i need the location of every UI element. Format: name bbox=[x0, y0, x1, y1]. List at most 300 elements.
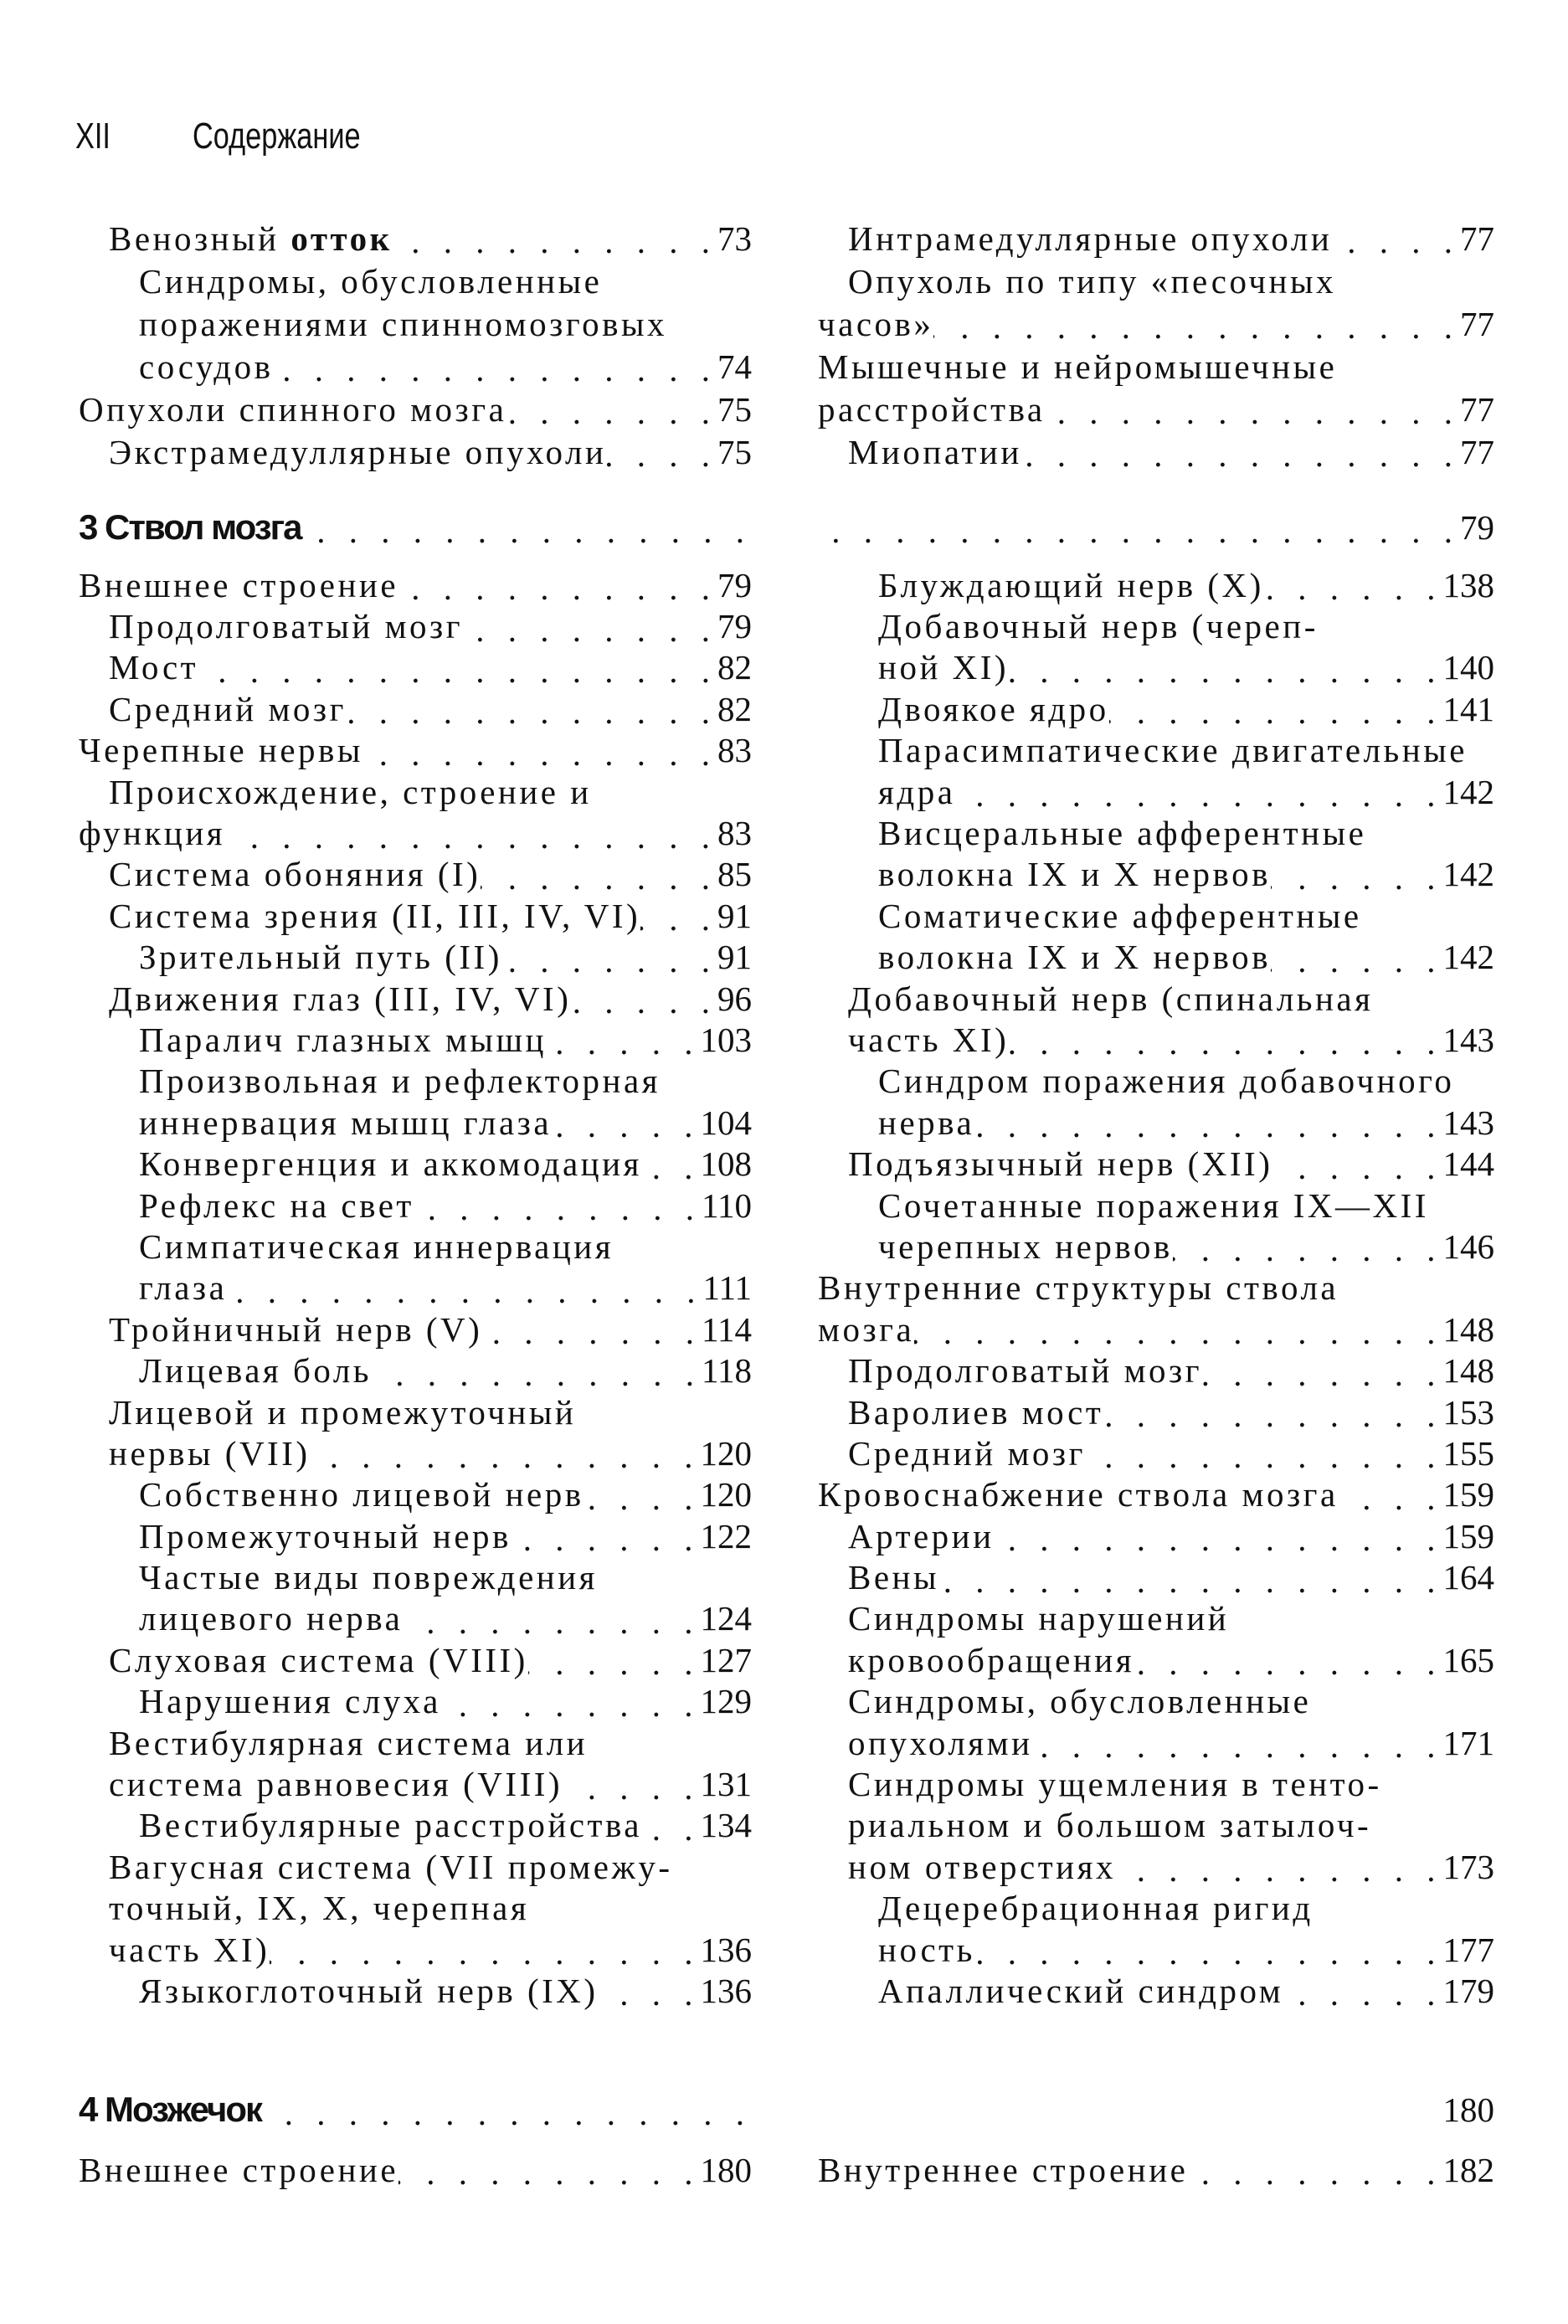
toc-entry-line[interactable] bbox=[79, 564, 752, 605]
chapter-title: 4 Мозжечок bbox=[79, 2090, 262, 2129]
toc-page-number: 134 bbox=[700, 1806, 752, 1845]
toc-page-number: 182 bbox=[1442, 2150, 1494, 2189]
toc-entry-line bbox=[818, 1061, 1494, 1102]
entry-text: Лицевой и промежуточный bbox=[109, 1392, 577, 1432]
toc-entry-text bbox=[878, 1971, 1283, 2011]
toc-entry-text bbox=[848, 1640, 1134, 1680]
toc-entry-line[interactable] bbox=[79, 1681, 752, 1722]
toc-entry-line[interactable] bbox=[79, 1970, 752, 2011]
toc-page-number: 177 bbox=[1442, 1930, 1494, 1969]
dot-leader bbox=[1009, 650, 1442, 685]
entry-text: Внешнее строение bbox=[79, 565, 399, 604]
dot-leader bbox=[482, 1312, 702, 1346]
toc-entry-text bbox=[139, 1061, 661, 1101]
toc-entry-line[interactable] bbox=[79, 1639, 752, 1680]
toc-entry-text bbox=[79, 389, 506, 429]
toc-entry-text bbox=[848, 1681, 1311, 1721]
dot-leader bbox=[818, 511, 1460, 545]
toc-entry-line bbox=[818, 730, 1494, 771]
toc-entry-line[interactable] bbox=[818, 1722, 1494, 1763]
entry-text: риальном и большом затылоч- bbox=[848, 1806, 1372, 1845]
dot-leader bbox=[914, 1312, 1442, 1346]
toc-page-number: 104 bbox=[700, 1103, 752, 1142]
entry-text: Лицевая боль bbox=[139, 1351, 372, 1391]
entry-text: Экстрамедуллярные опухоли bbox=[109, 432, 607, 471]
toc-entry-text bbox=[109, 1392, 576, 1432]
dot-leader bbox=[347, 692, 717, 726]
toc-entry-line[interactable] bbox=[79, 1432, 752, 1473]
entry-text: Добавочный нерв (череп- bbox=[878, 607, 1319, 646]
toc-entry-line[interactable] bbox=[79, 854, 752, 895]
toc-entry-text bbox=[878, 689, 1109, 729]
chapter-heading-continuation bbox=[818, 506, 1494, 548]
toc-page-number: 144 bbox=[1442, 1144, 1494, 1184]
entry-text: Синдромы, обусловленные bbox=[848, 1682, 1312, 1721]
dot-leader bbox=[640, 898, 717, 933]
toc-page-number: 91 bbox=[717, 938, 752, 977]
chapter-heading[interactable] bbox=[79, 2089, 752, 2131]
dot-leader bbox=[398, 568, 717, 602]
toc-page-number: 171 bbox=[1442, 1723, 1494, 1762]
dot-leader bbox=[975, 1932, 1443, 1967]
toc-entry-text bbox=[139, 1971, 599, 2011]
toc-entry-text bbox=[878, 1185, 1429, 1226]
toc-page-number: 82 bbox=[717, 648, 752, 687]
toc-entry-text bbox=[109, 1764, 563, 1804]
toc-page-number: 79 bbox=[717, 565, 752, 604]
toc-page-number: 103 bbox=[700, 1020, 752, 1059]
entry-text: Синдромы нарушений bbox=[848, 1599, 1230, 1638]
toc-page-number: 77 bbox=[1460, 304, 1494, 343]
toc-page-number: 164 bbox=[1442, 1558, 1494, 1597]
toc-entry-line bbox=[818, 260, 1494, 302]
toc-page-number: 77 bbox=[1460, 389, 1494, 429]
entry-text: Нарушения слуха bbox=[139, 1682, 441, 1721]
entry-text: Висцеральные афферентные bbox=[878, 814, 1367, 853]
toc-entry-line bbox=[818, 345, 1494, 388]
toc-page-number: 153 bbox=[1442, 1392, 1494, 1432]
toc-entry-text bbox=[878, 1226, 1173, 1267]
toc-entry-text bbox=[878, 937, 1271, 977]
toc-entry-text bbox=[109, 1847, 672, 1887]
toc-entry-text bbox=[878, 1103, 974, 1143]
dot-leader bbox=[270, 1932, 700, 1967]
dot-leader bbox=[1173, 1229, 1443, 1263]
toc-entry-line bbox=[818, 1681, 1494, 1722]
toc-entry-text bbox=[139, 1598, 403, 1638]
toc-entry-line[interactable] bbox=[818, 1019, 1494, 1060]
entry-text: Парасимпатические двигательные bbox=[878, 731, 1468, 770]
toc-entry-line[interactable] bbox=[79, 430, 752, 473]
toc-entry-line[interactable] bbox=[79, 1805, 752, 1846]
toc-page-number: 83 bbox=[717, 731, 752, 770]
toc-entry-text bbox=[109, 1640, 528, 1680]
dot-leader bbox=[1086, 1436, 1443, 1470]
dot-leader bbox=[552, 1105, 700, 1139]
toc-entry-line[interactable] bbox=[818, 1309, 1494, 1350]
entry-text: Кровоснабжение ствола мозга bbox=[818, 1475, 1339, 1514]
toc-entry-line[interactable] bbox=[818, 1515, 1494, 1556]
toc-entry-line[interactable] bbox=[79, 895, 752, 936]
toc-entry-text bbox=[878, 854, 1271, 894]
toc-page-number: 131 bbox=[700, 1765, 752, 1804]
toc-entry-line[interactable] bbox=[818, 854, 1494, 895]
entry-text: Варолиев мост bbox=[848, 1392, 1104, 1432]
toc-entry-line[interactable] bbox=[818, 1556, 1494, 1597]
dot-leader bbox=[1283, 1973, 1442, 2008]
toc-entry-line[interactable] bbox=[818, 647, 1494, 688]
entry-text: глаза bbox=[139, 1268, 228, 1308]
toc-entry-line[interactable] bbox=[79, 1763, 752, 1804]
toc-entry-line[interactable] bbox=[79, 217, 752, 260]
toc-entry-line bbox=[79, 771, 752, 812]
entry-text: часть XI) bbox=[848, 1020, 1010, 1059]
entry-text: иннервация мышц глаза bbox=[139, 1103, 553, 1142]
entry-text: Паралич глазных мышц bbox=[139, 1020, 547, 1059]
toc-entry-line[interactable] bbox=[79, 1515, 752, 1556]
toc-entry-text bbox=[79, 2150, 398, 2190]
entry-text: ность bbox=[878, 1930, 975, 1969]
toc-entry-text bbox=[109, 979, 571, 1019]
chapter-title: 3 Ствол мозга bbox=[79, 507, 301, 547]
toc-entry-text bbox=[878, 1888, 1314, 1928]
toc-entry-line[interactable] bbox=[79, 345, 752, 388]
toc-page-number: 110 bbox=[702, 1185, 752, 1225]
entry-text: мозга bbox=[818, 1309, 915, 1349]
entry-text: Внешнее строение bbox=[79, 2150, 399, 2189]
entry-text: Продолговатый мозг bbox=[848, 1351, 1203, 1391]
entry-text: Миопатии bbox=[848, 432, 1022, 471]
entry-text: Добавочный нерв (спинальная bbox=[848, 979, 1374, 1018]
toc-column-left bbox=[79, 564, 752, 2012]
entry-text: Вестибулярная система или bbox=[109, 1723, 589, 1762]
entry-text: опухолями bbox=[848, 1723, 1033, 1762]
toc-entry-line[interactable] bbox=[79, 1598, 752, 1639]
chapter-heading[interactable] bbox=[79, 506, 752, 548]
toc-entry-text bbox=[848, 1144, 1272, 1184]
toc-entry-line[interactable] bbox=[818, 217, 1494, 260]
toc-entry-line bbox=[79, 260, 752, 302]
toc-entry-line[interactable] bbox=[79, 730, 752, 771]
toc-entry-line bbox=[818, 1805, 1494, 1846]
toc-entry-line[interactable] bbox=[818, 937, 1494, 978]
toc-entry-line[interactable] bbox=[79, 1474, 752, 1515]
entry-text: нерва bbox=[878, 1103, 975, 1142]
toc-entry-line[interactable] bbox=[79, 1267, 752, 1309]
entry-text: ядра bbox=[878, 772, 956, 811]
dot-leader bbox=[528, 1643, 701, 1677]
toc-entry-line[interactable] bbox=[79, 647, 752, 688]
toc-entry-line bbox=[818, 1888, 1494, 1929]
toc-entry-text bbox=[139, 1516, 512, 1556]
dot-leader bbox=[274, 349, 717, 383]
entry-text: Опухоль по типу «песочных bbox=[848, 261, 1337, 301]
entry-text: Вены bbox=[848, 1558, 940, 1597]
toc-entry-line[interactable] bbox=[79, 605, 752, 646]
toc-entry-text bbox=[109, 896, 640, 936]
toc-entry-line[interactable] bbox=[79, 1309, 752, 1350]
toc-entry-text bbox=[109, 1930, 270, 1970]
toc-entry-line[interactable] bbox=[818, 1391, 1494, 1432]
toc-entry-text bbox=[848, 1598, 1229, 1638]
toc-entry-line[interactable] bbox=[79, 978, 752, 1019]
toc-page-number: 142 bbox=[1442, 938, 1494, 977]
entry-text: система равновесия (VIII) bbox=[109, 1765, 563, 1804]
toc-entry-text bbox=[139, 1144, 642, 1184]
toc-page-number: 77 bbox=[1460, 219, 1494, 258]
dot-leader bbox=[1332, 221, 1460, 255]
toc-entry-line[interactable] bbox=[818, 1432, 1494, 1473]
dot-leader bbox=[1134, 1643, 1442, 1677]
toc-page-number: 179 bbox=[1442, 1971, 1494, 2010]
toc-page-number: 77 bbox=[1460, 432, 1494, 471]
toc-entry-text bbox=[109, 432, 606, 472]
entry-text: поражениями спинномозговых bbox=[139, 304, 668, 343]
entry-text: волокна IX и X нервов bbox=[878, 938, 1271, 977]
toc-entry-line[interactable] bbox=[818, 1226, 1494, 1267]
toc-entry-text bbox=[139, 1020, 547, 1060]
toc-entry-text bbox=[848, 219, 1332, 259]
chapter-heading-continuation bbox=[818, 2089, 1494, 2131]
toc-entry-line[interactable] bbox=[79, 1929, 752, 1970]
toc-entry-text bbox=[818, 1267, 1339, 1308]
dot-leader bbox=[1046, 392, 1460, 426]
dot-leader bbox=[1109, 692, 1443, 726]
dot-leader bbox=[301, 511, 753, 545]
entry-text: Частые виды повреждения bbox=[139, 1558, 599, 1597]
toc-entry-text bbox=[109, 219, 393, 259]
entry-text: функция bbox=[79, 814, 226, 853]
toc-page-number: 75 bbox=[717, 432, 752, 471]
toc-entry-line[interactable] bbox=[79, 688, 752, 729]
dot-leader bbox=[1116, 1849, 1443, 1884]
toc-page-number: 142 bbox=[1442, 772, 1494, 811]
toc-entry-text bbox=[848, 1433, 1086, 1473]
entry-text: Происхождение, строение и bbox=[109, 772, 592, 811]
entry-text: Продолговатый мозг bbox=[109, 607, 464, 646]
entry-text: Языкоглоточный нерв (IX) bbox=[139, 1971, 599, 2010]
toc-entry-text bbox=[139, 1185, 414, 1226]
entry-text: лицевого нерва bbox=[139, 1599, 404, 1638]
toc-entry-line[interactable] bbox=[818, 688, 1494, 729]
toc-page-number: 122 bbox=[700, 1516, 752, 1555]
dot-leader bbox=[512, 1519, 701, 1553]
toc-page-number: 143 bbox=[1442, 1103, 1494, 1142]
entry-text: Мышечные и нейромышечные bbox=[818, 347, 1338, 386]
toc-entry-line[interactable] bbox=[818, 771, 1494, 812]
dot-leader bbox=[1103, 1395, 1442, 1429]
toc-entry-line[interactable] bbox=[818, 430, 1494, 473]
entry-text: Произвольная и рефлекторная bbox=[139, 1062, 661, 1101]
dot-leader bbox=[1022, 434, 1460, 469]
dot-leader bbox=[974, 1105, 1442, 1139]
toc-page-number: 155 bbox=[1442, 1433, 1494, 1473]
entry-text: Сочетанные поражения IX—XII bbox=[878, 1185, 1429, 1225]
toc-entry-text bbox=[139, 1681, 441, 1721]
dot-leader bbox=[1033, 1725, 1443, 1760]
toc-entry-line[interactable] bbox=[818, 302, 1494, 345]
toc-entry-line[interactable] bbox=[79, 2149, 752, 2190]
toc-page-number: 148 bbox=[1442, 1309, 1494, 1349]
toc-entry-line[interactable] bbox=[79, 1350, 752, 1391]
toc-entry-text bbox=[109, 1309, 482, 1350]
toc-entry-line[interactable] bbox=[79, 812, 752, 853]
dot-leader bbox=[1272, 1147, 1442, 1181]
toc-entry-line bbox=[79, 1888, 752, 1929]
toc-entry-text bbox=[848, 1392, 1103, 1432]
toc-page-number: 91 bbox=[717, 896, 752, 935]
toc-entry-line[interactable] bbox=[818, 1143, 1494, 1184]
entry-text: Система обоняния (I) bbox=[109, 855, 481, 894]
toc-entry-text bbox=[139, 1226, 614, 1267]
toc-entry-line[interactable] bbox=[79, 937, 752, 978]
toc-entry-text bbox=[848, 1350, 1202, 1391]
dot-leader bbox=[1009, 1022, 1442, 1057]
toc-page-number: 127 bbox=[700, 1640, 752, 1679]
toc-entry-line bbox=[79, 302, 752, 345]
entry-text: Внутреннее строение bbox=[818, 2150, 1189, 2189]
toc-page-number: 142 bbox=[1442, 855, 1494, 894]
dot-leader bbox=[939, 1560, 1442, 1595]
toc-entry-text bbox=[848, 1020, 1009, 1060]
toc-entry-text bbox=[818, 304, 933, 344]
toc-entry-text bbox=[848, 979, 1373, 1019]
entry-text: Синдром поражения добавочного bbox=[878, 1062, 1455, 1101]
toc-entry-text bbox=[109, 854, 481, 894]
entry-text: Синдромы ущемления в тенто- bbox=[848, 1765, 1382, 1804]
dot-leader bbox=[599, 1973, 701, 2008]
toc-column-right bbox=[818, 217, 1494, 473]
entry-text: Децеребрационная ригид bbox=[878, 1889, 1314, 1928]
toc-entry-line[interactable] bbox=[818, 388, 1494, 430]
entry-text: Подъязычный нерв (XII) bbox=[848, 1144, 1273, 1184]
toc-entry-line[interactable] bbox=[818, 564, 1494, 605]
entry-text: волокна IX и X нервов bbox=[878, 855, 1271, 894]
toc-entry-text bbox=[139, 937, 502, 977]
toc-page-number: 173 bbox=[1442, 1847, 1494, 1886]
toc-page-number: 129 bbox=[700, 1682, 752, 1721]
toc-entry-text bbox=[139, 1350, 372, 1391]
toc-page-number: 138 bbox=[1442, 565, 1494, 604]
toc-page-number: 159 bbox=[1442, 1475, 1494, 1514]
toc-entry-text bbox=[878, 647, 1009, 687]
dot-leader bbox=[372, 1354, 702, 1388]
toc-entry-line[interactable] bbox=[79, 1185, 752, 1226]
toc-entry-line[interactable] bbox=[818, 1102, 1494, 1143]
toc-entry-line[interactable] bbox=[79, 1143, 752, 1184]
dot-leader bbox=[584, 1478, 701, 1512]
dot-leader bbox=[995, 1519, 1443, 1553]
toc-column-left bbox=[79, 2149, 752, 2190]
toc-page-number: 108 bbox=[700, 1144, 752, 1184]
toc-entry-text bbox=[139, 1557, 598, 1597]
toc-entry-line bbox=[818, 1267, 1494, 1309]
toc-entry-text bbox=[818, 389, 1046, 429]
entry-text-bold: отток bbox=[290, 219, 393, 258]
toc-entry-text bbox=[79, 730, 363, 770]
entry-text: Слуховая система (VIII) bbox=[109, 1640, 528, 1679]
dot-leader bbox=[1271, 940, 1443, 974]
entry-text: Вагусная система (VII промежу- bbox=[109, 1847, 673, 1886]
toc-entry-text bbox=[848, 1764, 1382, 1804]
toc-entry-line bbox=[818, 1598, 1494, 1639]
toc-entry-line[interactable] bbox=[79, 1019, 752, 1060]
toc-entry-line[interactable] bbox=[818, 1474, 1494, 1515]
toc-entry-line[interactable] bbox=[818, 1929, 1494, 1970]
toc-entry-text bbox=[878, 565, 1264, 605]
toc-page-number: 146 bbox=[1442, 1226, 1494, 1266]
toc-entry-text bbox=[139, 261, 602, 301]
dot-leader bbox=[398, 2152, 700, 2187]
toc-page-number: 85 bbox=[717, 855, 752, 894]
toc-entry-text bbox=[878, 730, 1468, 770]
dot-leader bbox=[393, 221, 717, 255]
entry-text: Движения глаз (III, IV, VI) bbox=[109, 979, 572, 1018]
dot-leader bbox=[1264, 568, 1443, 602]
toc-entry-line[interactable] bbox=[818, 2149, 1494, 2190]
toc-entry-text bbox=[848, 1723, 1033, 1763]
entry-text: Внутренние структуры ствола bbox=[818, 1268, 1339, 1308]
toc-entry-line[interactable] bbox=[79, 388, 752, 430]
toc-entry-line[interactable] bbox=[818, 1846, 1494, 1887]
dot-leader bbox=[225, 816, 717, 851]
toc-entry-text bbox=[878, 772, 955, 812]
toc-page-number: 75 bbox=[717, 389, 752, 429]
entry-text: Венозный bbox=[109, 219, 291, 258]
entry-text: Тройничный нерв (V) bbox=[109, 1309, 483, 1349]
toc-entry-line[interactable] bbox=[818, 1639, 1494, 1680]
toc-page-number: 124 bbox=[700, 1599, 752, 1638]
toc-entry-text bbox=[139, 1474, 584, 1514]
toc-entry-text bbox=[109, 606, 463, 646]
entry-text: черепных нервов bbox=[878, 1226, 1173, 1266]
toc-page-number: 136 bbox=[700, 1971, 752, 2010]
toc-entry-text bbox=[878, 896, 1362, 936]
toc-entry-text bbox=[109, 1723, 588, 1763]
toc-entry-text bbox=[848, 1805, 1371, 1845]
dot-leader bbox=[642, 1808, 701, 1843]
dot-leader bbox=[198, 650, 717, 685]
chapter-page: 79 bbox=[1460, 508, 1494, 547]
dot-leader bbox=[414, 1188, 702, 1222]
entry-text: Опухоли спинного мозга bbox=[79, 389, 507, 429]
entry-text: расстройства bbox=[818, 389, 1046, 429]
toc-entry-text bbox=[79, 813, 225, 853]
toc-entry-line bbox=[79, 1391, 752, 1432]
entry-text: Промежуточный нерв bbox=[139, 1516, 512, 1555]
entry-text: Соматические афферентные bbox=[878, 896, 1362, 935]
toc-entry-line[interactable] bbox=[79, 1102, 752, 1143]
dot-leader bbox=[1188, 2152, 1442, 2187]
dot-leader bbox=[363, 733, 717, 768]
toc-page-number: 120 bbox=[700, 1433, 752, 1473]
entry-text: ном отверстиях bbox=[848, 1847, 1116, 1886]
entry-text: Двоякое ядро bbox=[878, 689, 1109, 728]
toc-entry-text bbox=[139, 1267, 227, 1308]
toc-entry-line[interactable] bbox=[818, 1350, 1494, 1391]
toc-entry-text bbox=[848, 432, 1022, 472]
toc-entry-text bbox=[848, 1557, 939, 1597]
page-number: XII bbox=[75, 116, 111, 157]
dot-leader bbox=[563, 1767, 700, 1802]
dot-leader bbox=[441, 1684, 701, 1719]
entry-text: ной XI) bbox=[878, 648, 1010, 687]
toc-entry-line bbox=[79, 1722, 752, 1763]
toc-entry-line[interactable] bbox=[818, 1970, 1494, 2011]
toc-entry-text bbox=[109, 647, 198, 687]
toc-entry-text bbox=[109, 1888, 529, 1928]
toc-entry-text bbox=[878, 1930, 975, 1970]
